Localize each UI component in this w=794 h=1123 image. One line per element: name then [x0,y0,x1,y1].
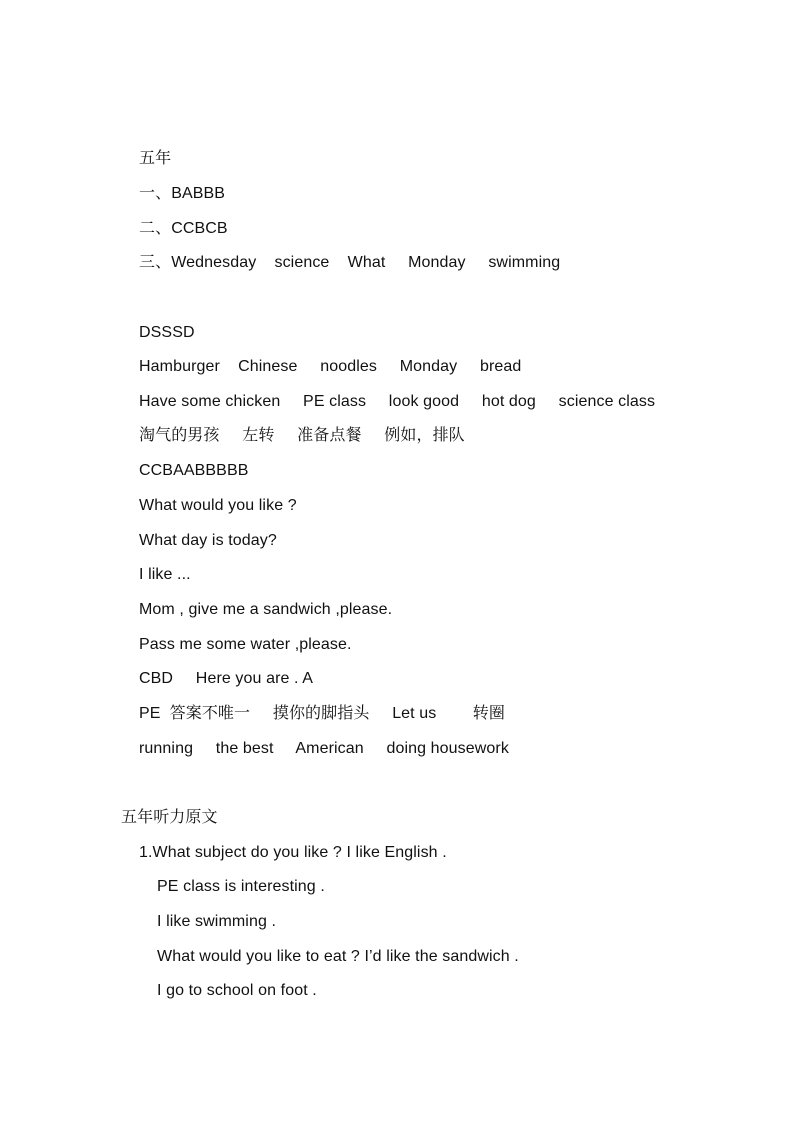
answer-line-12: Mom , give me a sandwich ,please. [139,601,393,618]
answer-line-5: Hamburger Chinese noodles Monday bread [139,358,522,375]
answer-line-8: CCBAABBBBB [139,462,249,479]
answer-line-15: PE 答案不唯一 摸你的脚指头 Let us 转圈 [139,705,505,722]
answer-line-14: CBD Here you are . A [139,670,314,687]
transcript-sub-line-4: I go to school on foot . [157,982,317,999]
answer-line-11: I like ... [139,566,191,583]
answer-line-10: What day is today? [139,532,277,549]
answer-line-6: Have some chicken PE class look good hot dog science class [139,393,656,410]
answer-line-2: 二、CCBCB [139,220,228,237]
answer-line-1: 一、BABBB [139,185,226,202]
transcript-sub-line-1: PE class is interesting . [157,878,325,895]
answer-line-13: Pass me some water ,please. [139,636,352,653]
answer-line-7: 淘气的男孩 左转 准备点餐 例如，排队 [139,427,465,444]
answer-line-4: DSSSD [139,324,195,341]
answer-line-16: running the best American doing housework [139,740,509,757]
answer-line-3: 三、Wednesday science What Monday swimming [139,254,561,271]
transcript-sub-line-3: What would you like to eat ? I’d like the sandwich . [157,948,519,965]
answers-heading: 五年 [139,150,172,167]
transcript-sub-line-2: I like swimming . [157,913,277,930]
transcript-heading: 五年听力原文 [121,809,218,826]
transcript-item-1: 1.What subject do you like ? I like English . [139,844,447,861]
answer-line-9: What would you like ? [139,497,297,514]
